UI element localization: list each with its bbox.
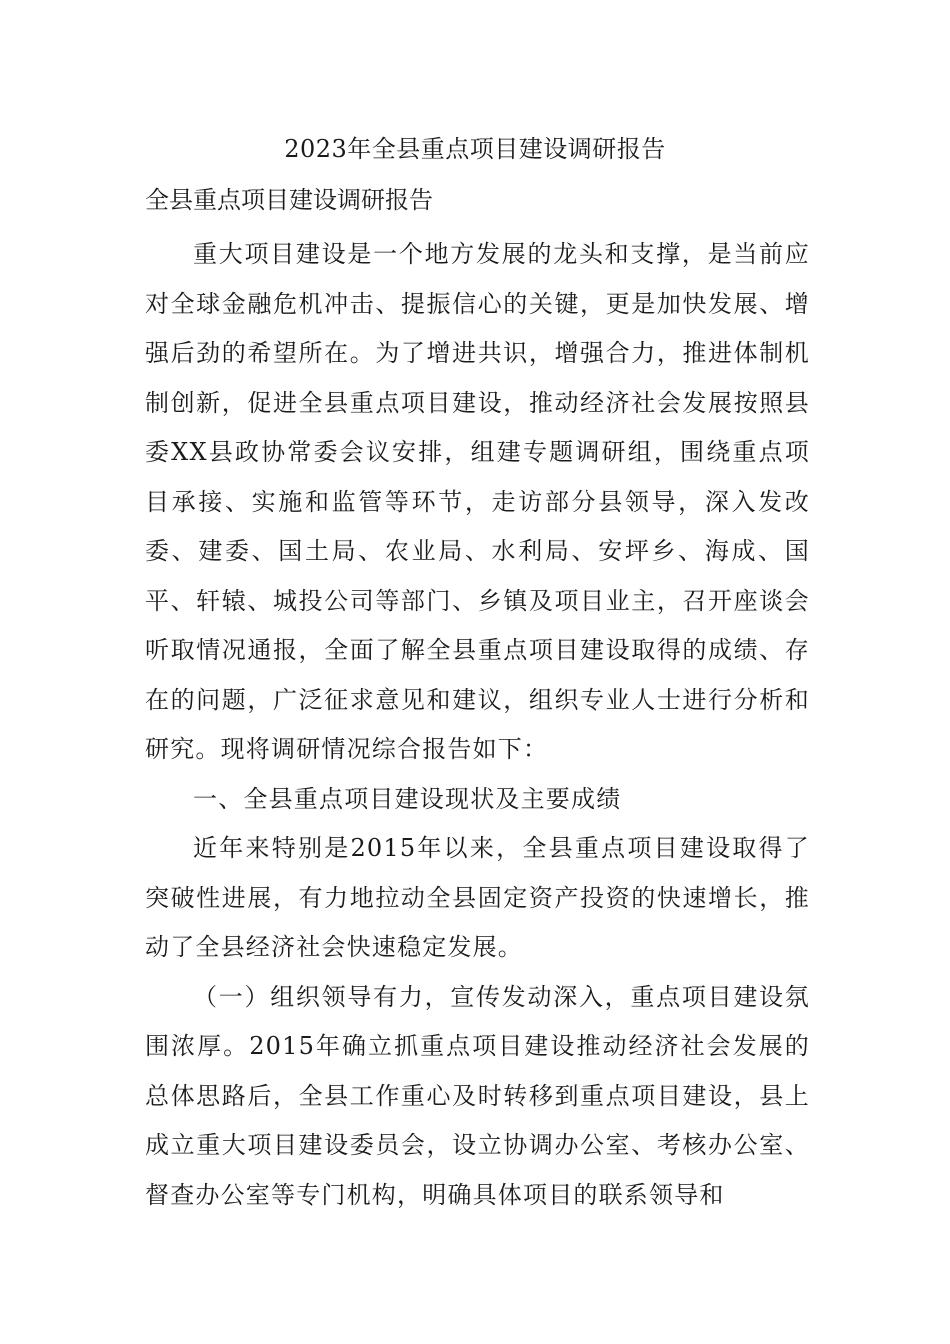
paragraph-subsection-1: （一）组织领导有力，宣传发动深入，重点项目建设氛围浓厚。2015年确立抓重点项目建设推动经济社会发展的总体思路后，全县工作重心及时转移到重点项目建设，县上成立重大项目建设委员会，设立协调办公室、考核办公室、督查办公室等专门机构，明确具体项目的联系领导和: [145, 982, 810, 1209]
paragraph-intro: 重大项目建设是一个地方发展的龙头和支撑，是当前应对全球金融危机冲击、提振信心的关键，更是加快发展、增强后劲的希望所在。为了增进共识，增强合力，推进体制机制创新，促进全县重点项目建设，推动经济社会发展按照县委XX县政协常委会议安排，组建专题调研组，围绕重点项目承接、实施和监管等环节，走访部分县领导，深入发改委、建委、国土局、农业局、水利局、安坪乡、海成、国平、轩辕、城投公司等部门、乡镇及项目业主，召开座谈会听取情况通报，全面了解全县重点项目建设取得的成绩、存在的问题，广泛征求意见和建议，组织专业人士进行分析和研究。现将调研情况综合报告如下：: [145, 240, 810, 763]
document-title: 2023年全县重点项目建设调研报告: [284, 135, 666, 163]
section-heading-1: 一、全县重点项目建设现状及主要成绩: [193, 784, 622, 813]
document-body: [145, 230, 810, 1220]
paragraph-overview: 近年来特别是2015年以来，全县重点项目建设取得了突破性进展，有力地拉动全县固定资产投资的快速增长，推动了全县经济社会快速稳定发展。: [145, 834, 810, 961]
document-subtitle: 全县重点项目建设调研报告: [145, 186, 433, 214]
